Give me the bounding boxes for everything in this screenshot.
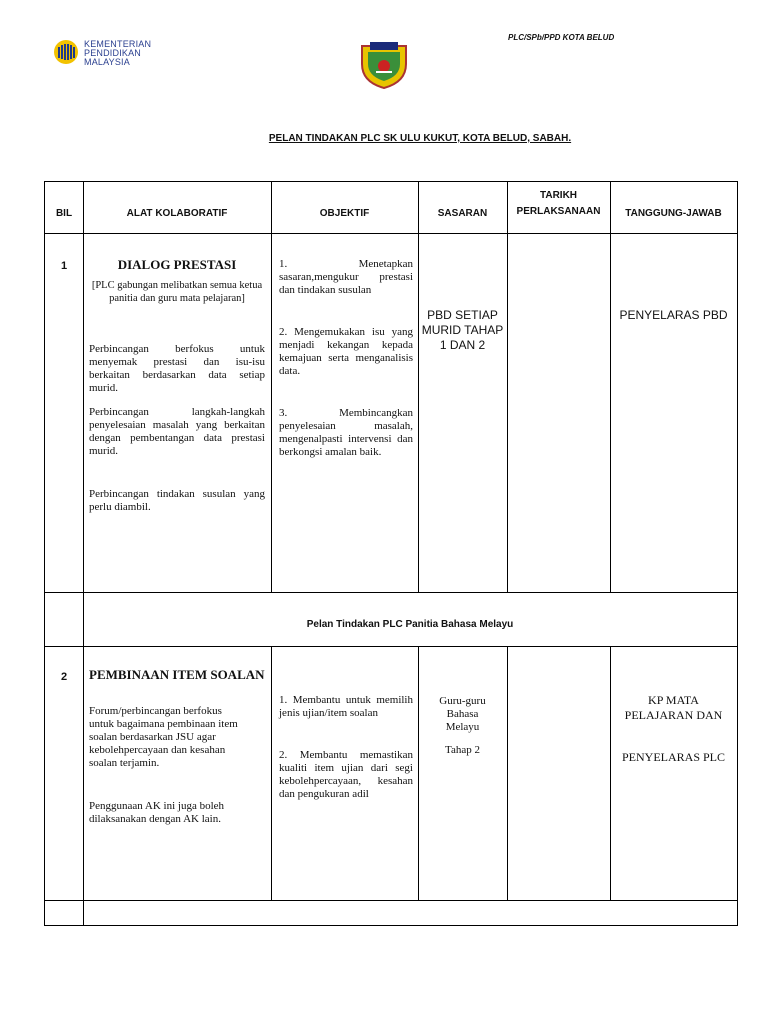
row2-sasaran-2: Tahap 2 bbox=[445, 744, 480, 756]
row2-tanggung-cell bbox=[610, 693, 737, 764]
row1-alat-note: [PLC gabungan melibatkan semua ketua panitia dan guru mata pelajaran] bbox=[91, 280, 263, 304]
row2-alat-cell bbox=[89, 668, 267, 826]
header-tarikh-line-2: PERLAKSANAAN bbox=[516, 206, 601, 217]
header-tanggung-jawab: TANGGUNG-JAWAB bbox=[625, 208, 722, 219]
document-title: PELAN TINDAKAN PLC SK ULU KUKUT, KOTA BELUD, SABAH. bbox=[268, 133, 572, 144]
row2-sasaran-cell bbox=[418, 695, 507, 757]
header-tarikh-perlaksanaan bbox=[507, 188, 610, 220]
row1-objektif-3: 3. Membincangkan penyelesaian masalah, mengenalpasti intervensi dan berkongsi amalan baik. bbox=[279, 407, 413, 458]
ministry-logo bbox=[52, 38, 172, 70]
document-code: PLC/SPb/PPD KOTA BELUD bbox=[508, 33, 615, 42]
row2-alat-title: PEMBINAAN ITEM SOALAN bbox=[89, 667, 265, 682]
row2-alat-paragraph-2: Penggunaan AK ini juga boleh dilaksanakan dengan AK lain. bbox=[89, 800, 225, 825]
row2-objektif-1: 1. Membantu untuk memilih jenis ujian/item soalan bbox=[279, 694, 413, 719]
header-bil: BIL bbox=[55, 208, 73, 219]
action-plan-table bbox=[44, 181, 738, 926]
row1-alat-paragraph-1: Perbincangan berfokus untuk menyemak prestasi dan isu-isu berkaitan berdasarkan data setiap murid. bbox=[89, 343, 265, 394]
section-title: Pelan Tindakan PLC Panitia Bahasa Melayu bbox=[306, 619, 514, 630]
row1-alat-cell bbox=[89, 258, 265, 514]
row2-tanggung-1: KP MATA PELAJARAN DAN bbox=[624, 693, 723, 722]
header-alat-kolaboratif: ALAT KOLABORATIF bbox=[126, 208, 228, 219]
row2-sasaran-1: Guru-guru Bahasa Melayu bbox=[439, 695, 486, 733]
row1-tanggung-jawab: PENYELARAS PBD bbox=[619, 308, 728, 322]
row1-objektif-cell bbox=[279, 258, 413, 459]
row2-alat-paragraph-1: Forum/perbincangan berfokus untuk bagaimana pembinaan item soalan berdasarkan JSU agar kebolehpercayaan dan kesahan soalan terjamin. bbox=[89, 705, 238, 769]
header-tarikh-line-1: TARIKH bbox=[539, 190, 578, 201]
row1-alat-paragraph-2: Perbincangan langkah-langkah penyelesaian masalah yang berkaitan dengan pembentangan data prestasi murid. bbox=[89, 406, 265, 457]
ministry-logo-text bbox=[84, 40, 151, 67]
row1-objektif-1: 1. Menetapkan sasaran,mengukur prestasi dan tindakan susulan bbox=[279, 258, 413, 296]
row2-objektif-cell bbox=[279, 694, 413, 801]
row1-bil: 1 bbox=[60, 260, 68, 272]
row1-alat-paragraph-3: Perbincangan tindakan susulan yang perlu diambil. bbox=[89, 488, 265, 513]
row2-objektif-2: 2. Membantu memastikan kualiti item ujian dari segi kebolehpercayaan, kesahan dan pengukuran adil bbox=[279, 749, 413, 800]
ministry-emblem-icon bbox=[52, 38, 80, 66]
ministry-logo-line-3: MALAYSIA bbox=[84, 57, 130, 67]
header-objektif: OBJEKTIF bbox=[319, 208, 370, 219]
school-crest-icon bbox=[356, 38, 412, 90]
row1-objektif-2: 2. Mengemukakan isu yang menjadi kekangan kepada kemajuan serta menganalisis data. bbox=[279, 326, 413, 377]
row2-tanggung-2: PENYELARAS PLC bbox=[621, 750, 725, 764]
ministry-logo-line-1: KEMENTERIAN bbox=[84, 39, 152, 49]
row1-sasaran: PBD SETIAP MURID TAHAP 1 DAN 2 bbox=[421, 308, 504, 352]
ministry-logo-line-2: PENDIDIKAN bbox=[84, 48, 142, 58]
row2-bil: 2 bbox=[60, 671, 68, 683]
row1-alat-title: DIALOG PRESTASI bbox=[117, 257, 237, 272]
header-sasaran: SASARAN bbox=[437, 208, 488, 219]
